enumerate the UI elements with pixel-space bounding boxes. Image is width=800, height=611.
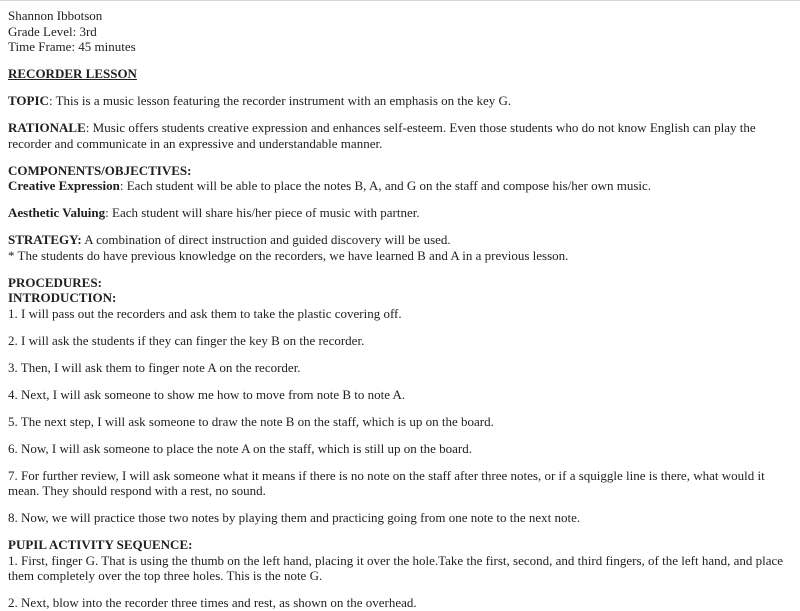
lesson-title-text: RECORDER LESSON	[8, 66, 137, 81]
introduction-step-4	[8, 387, 794, 403]
aesthetic-valuing-text: : Each student will share his/her piece of music with partner.	[105, 205, 420, 220]
aesthetic-valuing	[8, 205, 794, 221]
rationale-text: : Music offers students creative expression and enhances self-esteem. Even those students who do not know English can play the recorder and communicate in an expressive and understandable manner.	[8, 120, 756, 151]
topic-text: : This is a music lesson featuring the recorder instrument with an emphasis on the key G.	[48, 93, 512, 108]
introduction-heading	[8, 290, 794, 306]
introduction-step-4-text: 4. Next, I will ask someone to show me how to move from note B to note A.	[8, 386, 406, 402]
author-name	[8, 8, 794, 24]
introduction-step-3-text: 3. Then, I will ask them to finger note A on the recorder.	[8, 359, 301, 375]
introduction-step-6-text: 6. Now, I will ask someone to place the note A on the staff, which is still up on the board.	[8, 440, 472, 456]
rationale	[8, 120, 794, 151]
creative-expression-text: Creative Expression	[8, 178, 120, 193]
components-objectives-heading	[8, 163, 794, 179]
topic-text: TOPIC	[8, 93, 49, 108]
pupil-step-1	[8, 553, 794, 584]
components-objectives-heading-text: COMPONENTS/OBJECTIVES:	[8, 162, 192, 178]
pupil-activity-heading-text: PUPIL ACTIVITY SEQUENCE:	[8, 537, 193, 552]
document-body	[8, 8, 794, 611]
aesthetic-valuing-text: Aesthetic Valuing	[8, 205, 106, 220]
procedures-heading-text: PROCEDURES:	[8, 274, 102, 290]
introduction-step-7	[8, 468, 794, 499]
introduction-step-5-text: 5. The next step, I will ask someone to draw the note B on the staff, which is up on the board.	[8, 413, 494, 429]
introduction-step-1	[8, 306, 794, 322]
procedures-heading	[8, 275, 794, 291]
strategy-note	[8, 248, 794, 264]
introduction-step-8	[8, 510, 794, 526]
time-frame	[8, 39, 794, 55]
introduction-step-2	[8, 333, 794, 349]
introduction-step-2-text: 2. I will ask the students if they can finger the key B on the recorder.	[8, 332, 365, 348]
author-name-text: Shannon Ibbotson	[8, 8, 103, 23]
introduction-step-5	[8, 414, 794, 430]
introduction-step-3	[8, 360, 794, 376]
introduction-step-6	[8, 441, 794, 457]
creative-expression-text: : Each student will be able to place the notes B, A, and G on the staff and compose his/her own music.	[119, 178, 652, 193]
introduction-step-1-text: 1. I will pass out the recorders and ask them to take the plastic covering off.	[8, 305, 402, 321]
introduction-step-8-text: 8. Now, we will practice those two notes by playing them and practicing going from one note to the next note.	[8, 510, 581, 525]
strategy-text: STRATEGY:	[8, 232, 82, 247]
introduction-heading-text: INTRODUCTION:	[8, 290, 117, 305]
pupil-step-1-text: 1. First, finger G. That is using the thumb on the left hand, placing it over the hole.Take the first, second, and third fingers, of the left hand, and place them completely over the top three holes. This is the note G.	[8, 552, 784, 583]
strategy	[8, 232, 794, 248]
strategy-text: A combination of direct instruction and guided discovery will be used.	[81, 232, 451, 247]
grade-level	[8, 24, 794, 40]
topic	[8, 93, 794, 109]
time-frame-text: Time Frame: 45 minutes	[8, 39, 136, 54]
lesson-title	[8, 66, 794, 82]
pupil-step-2-text: 2. Next, blow into the recorder three times and rest, as shown on the overhead.	[8, 595, 417, 610]
grade-level-text: Grade Level: 3rd	[8, 23, 97, 39]
pupil-activity-heading	[8, 537, 794, 553]
pupil-step-2	[8, 595, 794, 611]
introduction-step-7-text: 7. For further review, I will ask someone what it means if there is no note on the staff after three notes, or if a squiggle line is there, what would it mean. They should respond with a rest, no sound.	[8, 467, 765, 498]
creative-expression	[8, 178, 794, 194]
rationale-text: RATIONALE	[8, 120, 86, 135]
strategy-note-text: * The students do have previous knowledge on the recorders, we have learned B and A in a previous lesson.	[8, 247, 569, 263]
